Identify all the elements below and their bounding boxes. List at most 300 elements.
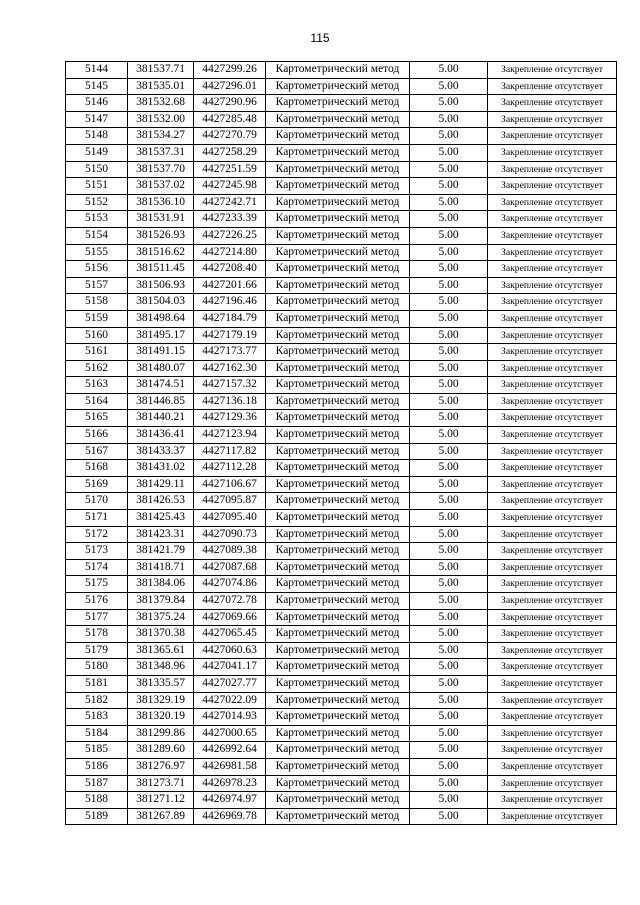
- y-coordinate-cell: 4426978.23: [194, 775, 266, 792]
- y-coordinate-cell: 4427245.98: [194, 178, 266, 195]
- x-coordinate-cell: 381511.45: [128, 261, 194, 278]
- method-cell: Картометрический метод: [266, 460, 410, 477]
- table-row: [66, 427, 617, 444]
- table-row: [66, 642, 617, 659]
- fixation-cell: Закрепление отсутствует: [488, 410, 617, 427]
- x-coordinate-cell: 381289.60: [128, 742, 194, 759]
- point-number-cell: 5156: [66, 261, 128, 278]
- point-number-cell: 5155: [66, 244, 128, 261]
- accuracy-cell: 5.00: [410, 144, 488, 161]
- table-row: [66, 775, 617, 792]
- x-coordinate-cell: 381329.19: [128, 692, 194, 709]
- table-row: [66, 211, 617, 228]
- point-number-cell: 5183: [66, 709, 128, 726]
- fixation-cell: Закрепление отсутствует: [488, 709, 617, 726]
- y-coordinate-cell: 4427095.40: [194, 510, 266, 527]
- fixation-cell: Закрепление отсутствует: [488, 742, 617, 759]
- accuracy-cell: 5.00: [410, 393, 488, 410]
- x-coordinate-cell: 381534.27: [128, 128, 194, 145]
- accuracy-cell: 5.00: [410, 443, 488, 460]
- table-row: [66, 742, 617, 759]
- x-coordinate-cell: 381535.01: [128, 78, 194, 95]
- y-coordinate-cell: 4427027.77: [194, 675, 266, 692]
- table-row: [66, 792, 617, 809]
- point-number-cell: 5164: [66, 393, 128, 410]
- x-coordinate-cell: 381418.71: [128, 559, 194, 576]
- method-cell: Картометрический метод: [266, 244, 410, 261]
- accuracy-cell: 5.00: [410, 493, 488, 510]
- point-number-cell: 5181: [66, 675, 128, 692]
- table-row: [66, 410, 617, 427]
- table-row: [66, 294, 617, 311]
- method-cell: Картометрический метод: [266, 410, 410, 427]
- accuracy-cell: 5.00: [410, 261, 488, 278]
- fixation-cell: Закрепление отсутствует: [488, 144, 617, 161]
- table-row: [66, 360, 617, 377]
- fixation-cell: Закрепление отсутствует: [488, 626, 617, 643]
- method-cell: Картометрический метод: [266, 427, 410, 444]
- accuracy-cell: 5.00: [410, 410, 488, 427]
- accuracy-cell: 5.00: [410, 244, 488, 261]
- method-cell: Картометрический метод: [266, 642, 410, 659]
- x-coordinate-cell: 381421.79: [128, 543, 194, 560]
- x-coordinate-cell: 381491.15: [128, 344, 194, 361]
- y-coordinate-cell: 4427208.40: [194, 261, 266, 278]
- method-cell: Картометрический метод: [266, 277, 410, 294]
- fixation-cell: Закрепление отсутствует: [488, 725, 617, 742]
- method-cell: Картометрический метод: [266, 808, 410, 825]
- table-row: [66, 128, 617, 145]
- accuracy-cell: 5.00: [410, 593, 488, 610]
- point-number-cell: 5151: [66, 178, 128, 195]
- accuracy-cell: 5.00: [410, 211, 488, 228]
- x-coordinate-cell: 381446.85: [128, 393, 194, 410]
- method-cell: Картометрический метод: [266, 393, 410, 410]
- table-row: [66, 95, 617, 112]
- y-coordinate-cell: 4427242.71: [194, 194, 266, 211]
- table-row: [66, 144, 617, 161]
- accuracy-cell: 5.00: [410, 808, 488, 825]
- point-number-cell: 5179: [66, 642, 128, 659]
- x-coordinate-cell: 381516.62: [128, 244, 194, 261]
- y-coordinate-cell: 4427258.29: [194, 144, 266, 161]
- method-cell: Картометрический метод: [266, 194, 410, 211]
- accuracy-cell: 5.00: [410, 576, 488, 593]
- table-row: [66, 758, 617, 775]
- accuracy-cell: 5.00: [410, 609, 488, 626]
- fixation-cell: Закрепление отсутствует: [488, 775, 617, 792]
- point-number-cell: 5188: [66, 792, 128, 809]
- x-coordinate-cell: 381537.70: [128, 161, 194, 178]
- accuracy-cell: 5.00: [410, 427, 488, 444]
- table-row: [66, 626, 617, 643]
- method-cell: Картометрический метод: [266, 675, 410, 692]
- x-coordinate-cell: 381480.07: [128, 360, 194, 377]
- point-number-cell: 5146: [66, 95, 128, 112]
- fixation-cell: Закрепление отсутствует: [488, 310, 617, 327]
- fixation-cell: Закрепление отсутствует: [488, 427, 617, 444]
- fixation-cell: Закрепление отсутствует: [488, 642, 617, 659]
- x-coordinate-cell: 381532.00: [128, 111, 194, 128]
- table-row: [66, 62, 617, 79]
- accuracy-cell: 5.00: [410, 227, 488, 244]
- method-cell: Картометрический метод: [266, 327, 410, 344]
- fixation-cell: Закрепление отсутствует: [488, 808, 617, 825]
- fixation-cell: Закрепление отсутствует: [488, 128, 617, 145]
- x-coordinate-cell: 381348.96: [128, 659, 194, 676]
- x-coordinate-cell: 381440.21: [128, 410, 194, 427]
- table-row: [66, 526, 617, 543]
- point-number-cell: 5187: [66, 775, 128, 792]
- point-number-cell: 5180: [66, 659, 128, 676]
- method-cell: Картометрический метод: [266, 310, 410, 327]
- y-coordinate-cell: 4427106.67: [194, 476, 266, 493]
- x-coordinate-cell: 381537.31: [128, 144, 194, 161]
- x-coordinate-cell: 381431.02: [128, 460, 194, 477]
- fixation-cell: Закрепление отсутствует: [488, 344, 617, 361]
- point-number-cell: 5174: [66, 559, 128, 576]
- fixation-cell: Закрепление отсутствует: [488, 460, 617, 477]
- y-coordinate-cell: 4427060.63: [194, 642, 266, 659]
- accuracy-cell: 5.00: [410, 709, 488, 726]
- table-row: [66, 244, 617, 261]
- y-coordinate-cell: 4427136.18: [194, 393, 266, 410]
- method-cell: Картометрический метод: [266, 493, 410, 510]
- method-cell: Картометрический метод: [266, 559, 410, 576]
- y-coordinate-cell: 4427290.96: [194, 95, 266, 112]
- point-number-cell: 5161: [66, 344, 128, 361]
- fixation-cell: Закрепление отсутствует: [488, 360, 617, 377]
- y-coordinate-cell: 4427270.79: [194, 128, 266, 145]
- table-row: [66, 194, 617, 211]
- y-coordinate-cell: 4427041.17: [194, 659, 266, 676]
- fixation-cell: Закрепление отсутствует: [488, 543, 617, 560]
- point-number-cell: 5162: [66, 360, 128, 377]
- x-coordinate-cell: 381423.31: [128, 526, 194, 543]
- table-row: [66, 510, 617, 527]
- point-number-cell: 5173: [66, 543, 128, 560]
- fixation-cell: Закрепление отсутствует: [488, 443, 617, 460]
- point-number-cell: 5189: [66, 808, 128, 825]
- y-coordinate-cell: 4427233.39: [194, 211, 266, 228]
- fixation-cell: Закрепление отсутствует: [488, 261, 617, 278]
- x-coordinate-cell: 381537.71: [128, 62, 194, 79]
- table-row: [66, 261, 617, 278]
- fixation-cell: Закрепление отсутствует: [488, 244, 617, 261]
- point-number-cell: 5158: [66, 294, 128, 311]
- point-number-cell: 5176: [66, 593, 128, 610]
- x-coordinate-cell: 381536.10: [128, 194, 194, 211]
- y-coordinate-cell: 4427162.30: [194, 360, 266, 377]
- x-coordinate-cell: 381433.37: [128, 443, 194, 460]
- y-coordinate-cell: 4427065.45: [194, 626, 266, 643]
- fixation-cell: Закрепление отсутствует: [488, 476, 617, 493]
- point-number-cell: 5182: [66, 692, 128, 709]
- method-cell: Картометрический метод: [266, 758, 410, 775]
- fixation-cell: Закрепление отсутствует: [488, 377, 617, 394]
- fixation-cell: Закрепление отсутствует: [488, 576, 617, 593]
- table-row: [66, 443, 617, 460]
- x-coordinate-cell: 381365.61: [128, 642, 194, 659]
- x-coordinate-cell: 381526.93: [128, 227, 194, 244]
- method-cell: Картометрический метод: [266, 360, 410, 377]
- fixation-cell: Закрепление отсутствует: [488, 792, 617, 809]
- point-number-cell: 5149: [66, 144, 128, 161]
- x-coordinate-cell: 381299.86: [128, 725, 194, 742]
- x-coordinate-cell: 381320.19: [128, 709, 194, 726]
- table-row: [66, 659, 617, 676]
- point-number-cell: 5163: [66, 377, 128, 394]
- accuracy-cell: 5.00: [410, 559, 488, 576]
- table-row: [66, 675, 617, 692]
- accuracy-cell: 5.00: [410, 725, 488, 742]
- table-row: [66, 161, 617, 178]
- accuracy-cell: 5.00: [410, 510, 488, 527]
- point-number-cell: 5154: [66, 227, 128, 244]
- method-cell: Картометрический метод: [266, 78, 410, 95]
- y-coordinate-cell: 4427184.79: [194, 310, 266, 327]
- accuracy-cell: 5.00: [410, 310, 488, 327]
- method-cell: Картометрический метод: [266, 742, 410, 759]
- fixation-cell: Закрепление отсутствует: [488, 211, 617, 228]
- y-coordinate-cell: 4427214.80: [194, 244, 266, 261]
- method-cell: Картометрический метод: [266, 709, 410, 726]
- y-coordinate-cell: 4427117.82: [194, 443, 266, 460]
- x-coordinate-cell: 381537.02: [128, 178, 194, 195]
- table-row: [66, 725, 617, 742]
- y-coordinate-cell: 4427074.86: [194, 576, 266, 593]
- fixation-cell: Закрепление отсутствует: [488, 659, 617, 676]
- accuracy-cell: 5.00: [410, 543, 488, 560]
- fixation-cell: Закрепление отсутствует: [488, 327, 617, 344]
- accuracy-cell: 5.00: [410, 675, 488, 692]
- point-number-cell: 5157: [66, 277, 128, 294]
- x-coordinate-cell: 381267.89: [128, 808, 194, 825]
- method-cell: Картометрический метод: [266, 792, 410, 809]
- point-number-cell: 5153: [66, 211, 128, 228]
- method-cell: Картометрический метод: [266, 609, 410, 626]
- page-number: 115: [310, 31, 330, 45]
- table-row: [66, 310, 617, 327]
- y-coordinate-cell: 4427000.65: [194, 725, 266, 742]
- method-cell: Картометрический метод: [266, 526, 410, 543]
- method-cell: Картометрический метод: [266, 443, 410, 460]
- table-row: [66, 393, 617, 410]
- accuracy-cell: 5.00: [410, 62, 488, 79]
- table-row: [66, 178, 617, 195]
- accuracy-cell: 5.00: [410, 377, 488, 394]
- x-coordinate-cell: 381474.51: [128, 377, 194, 394]
- accuracy-cell: 5.00: [410, 775, 488, 792]
- x-coordinate-cell: 381498.64: [128, 310, 194, 327]
- y-coordinate-cell: 4427087.68: [194, 559, 266, 576]
- accuracy-cell: 5.00: [410, 128, 488, 145]
- point-number-cell: 5172: [66, 526, 128, 543]
- method-cell: Картометрический метод: [266, 659, 410, 676]
- point-number-cell: 5166: [66, 427, 128, 444]
- x-coordinate-cell: 381504.03: [128, 294, 194, 311]
- y-coordinate-cell: 4427173.77: [194, 344, 266, 361]
- accuracy-cell: 5.00: [410, 642, 488, 659]
- y-coordinate-cell: 4427014.93: [194, 709, 266, 726]
- fixation-cell: Закрепление отсутствует: [488, 95, 617, 112]
- y-coordinate-cell: 4426992.64: [194, 742, 266, 759]
- accuracy-cell: 5.00: [410, 659, 488, 676]
- accuracy-cell: 5.00: [410, 111, 488, 128]
- fixation-cell: Закрепление отсутствует: [488, 493, 617, 510]
- y-coordinate-cell: 4427285.48: [194, 111, 266, 128]
- method-cell: Картометрический метод: [266, 692, 410, 709]
- method-cell: Картометрический метод: [266, 62, 410, 79]
- accuracy-cell: 5.00: [410, 692, 488, 709]
- y-coordinate-cell: 4427157.32: [194, 377, 266, 394]
- point-number-cell: 5148: [66, 128, 128, 145]
- accuracy-cell: 5.00: [410, 626, 488, 643]
- y-coordinate-cell: 4427090.73: [194, 526, 266, 543]
- fixation-cell: Закрепление отсутствует: [488, 593, 617, 610]
- accuracy-cell: 5.00: [410, 178, 488, 195]
- fixation-cell: Закрепление отсутствует: [488, 559, 617, 576]
- point-number-cell: 5160: [66, 327, 128, 344]
- y-coordinate-cell: 4427299.26: [194, 62, 266, 79]
- x-coordinate-cell: 381375.24: [128, 609, 194, 626]
- accuracy-cell: 5.00: [410, 294, 488, 311]
- accuracy-cell: 5.00: [410, 327, 488, 344]
- x-coordinate-cell: 381370.38: [128, 626, 194, 643]
- y-coordinate-cell: 4427072.78: [194, 593, 266, 610]
- y-coordinate-cell: 4427022.09: [194, 692, 266, 709]
- method-cell: Картометрический метод: [266, 377, 410, 394]
- x-coordinate-cell: 381273.71: [128, 775, 194, 792]
- point-number-cell: 5167: [66, 443, 128, 460]
- fixation-cell: Закрепление отсутствует: [488, 758, 617, 775]
- y-coordinate-cell: 4426969.78: [194, 808, 266, 825]
- point-number-cell: 5170: [66, 493, 128, 510]
- point-number-cell: 5165: [66, 410, 128, 427]
- method-cell: Картометрический метод: [266, 626, 410, 643]
- y-coordinate-cell: 4427089.38: [194, 543, 266, 560]
- fixation-cell: Закрепление отсутствует: [488, 526, 617, 543]
- method-cell: Картометрический метод: [266, 593, 410, 610]
- table-row: [66, 78, 617, 95]
- y-coordinate-cell: 4427226.25: [194, 227, 266, 244]
- method-cell: Картометрический метод: [266, 344, 410, 361]
- method-cell: Картометрический метод: [266, 111, 410, 128]
- accuracy-cell: 5.00: [410, 526, 488, 543]
- x-coordinate-cell: 381531.91: [128, 211, 194, 228]
- method-cell: Картометрический метод: [266, 128, 410, 145]
- table-row: [66, 576, 617, 593]
- x-coordinate-cell: 381426.53: [128, 493, 194, 510]
- fixation-cell: Закрепление отсутствует: [488, 675, 617, 692]
- x-coordinate-cell: 381379.84: [128, 593, 194, 610]
- fixation-cell: Закрепление отсутствует: [488, 194, 617, 211]
- y-coordinate-cell: 4426981.58: [194, 758, 266, 775]
- y-coordinate-cell: 4426974.97: [194, 792, 266, 809]
- point-number-cell: 5175: [66, 576, 128, 593]
- point-number-cell: 5144: [66, 62, 128, 79]
- fixation-cell: Закрепление отсутствует: [488, 609, 617, 626]
- accuracy-cell: 5.00: [410, 792, 488, 809]
- fixation-cell: Закрепление отсутствует: [488, 178, 617, 195]
- table-row: [66, 111, 617, 128]
- table-row: [66, 493, 617, 510]
- y-coordinate-cell: 4427123.94: [194, 427, 266, 444]
- fixation-cell: Закрепление отсутствует: [488, 510, 617, 527]
- x-coordinate-cell: 381384.06: [128, 576, 194, 593]
- method-cell: Картометрический метод: [266, 775, 410, 792]
- table-row: [66, 327, 617, 344]
- method-cell: Картометрический метод: [266, 576, 410, 593]
- y-coordinate-cell: 4427296.01: [194, 78, 266, 95]
- accuracy-cell: 5.00: [410, 460, 488, 477]
- fixation-cell: Закрепление отсутствует: [488, 227, 617, 244]
- method-cell: Картометрический метод: [266, 144, 410, 161]
- fixation-cell: Закрепление отсутствует: [488, 161, 617, 178]
- point-number-cell: 5159: [66, 310, 128, 327]
- table-row: [66, 543, 617, 560]
- fixation-cell: Закрепление отсутствует: [488, 277, 617, 294]
- accuracy-cell: 5.00: [410, 95, 488, 112]
- table-row: [66, 692, 617, 709]
- method-cell: Картометрический метод: [266, 543, 410, 560]
- accuracy-cell: 5.00: [410, 360, 488, 377]
- accuracy-cell: 5.00: [410, 742, 488, 759]
- method-cell: Картометрический метод: [266, 476, 410, 493]
- x-coordinate-cell: 381276.97: [128, 758, 194, 775]
- table-row: [66, 460, 617, 477]
- fixation-cell: Закрепление отсутствует: [488, 78, 617, 95]
- method-cell: Картометрический метод: [266, 178, 410, 195]
- y-coordinate-cell: 4427069.66: [194, 609, 266, 626]
- point-number-cell: 5147: [66, 111, 128, 128]
- point-number-cell: 5185: [66, 742, 128, 759]
- fixation-cell: Закрепление отсутствует: [488, 393, 617, 410]
- table-row: [66, 709, 617, 726]
- method-cell: Картометрический метод: [266, 95, 410, 112]
- table-row: [66, 476, 617, 493]
- y-coordinate-cell: 4427201.66: [194, 277, 266, 294]
- point-number-cell: 5171: [66, 510, 128, 527]
- method-cell: Картометрический метод: [266, 161, 410, 178]
- accuracy-cell: 5.00: [410, 758, 488, 775]
- coordinates-table-body: [66, 62, 617, 825]
- method-cell: Картометрический метод: [266, 227, 410, 244]
- x-coordinate-cell: 381532.68: [128, 95, 194, 112]
- method-cell: Картометрический метод: [266, 510, 410, 527]
- table-row: [66, 344, 617, 361]
- accuracy-cell: 5.00: [410, 161, 488, 178]
- table-row: [66, 609, 617, 626]
- point-number-cell: 5145: [66, 78, 128, 95]
- x-coordinate-cell: 381436.41: [128, 427, 194, 444]
- x-coordinate-cell: 381271.12: [128, 792, 194, 809]
- table-row: [66, 227, 617, 244]
- method-cell: Картометрический метод: [266, 261, 410, 278]
- point-number-cell: 5186: [66, 758, 128, 775]
- y-coordinate-cell: 4427196.46: [194, 294, 266, 311]
- point-number-cell: 5168: [66, 460, 128, 477]
- method-cell: Картометрический метод: [266, 211, 410, 228]
- x-coordinate-cell: 381495.17: [128, 327, 194, 344]
- point-number-cell: 5152: [66, 194, 128, 211]
- y-coordinate-cell: 4427179.19: [194, 327, 266, 344]
- point-number-cell: 5177: [66, 609, 128, 626]
- table-row: [66, 559, 617, 576]
- y-coordinate-cell: 4427251.59: [194, 161, 266, 178]
- table-row: [66, 377, 617, 394]
- point-number-cell: 5150: [66, 161, 128, 178]
